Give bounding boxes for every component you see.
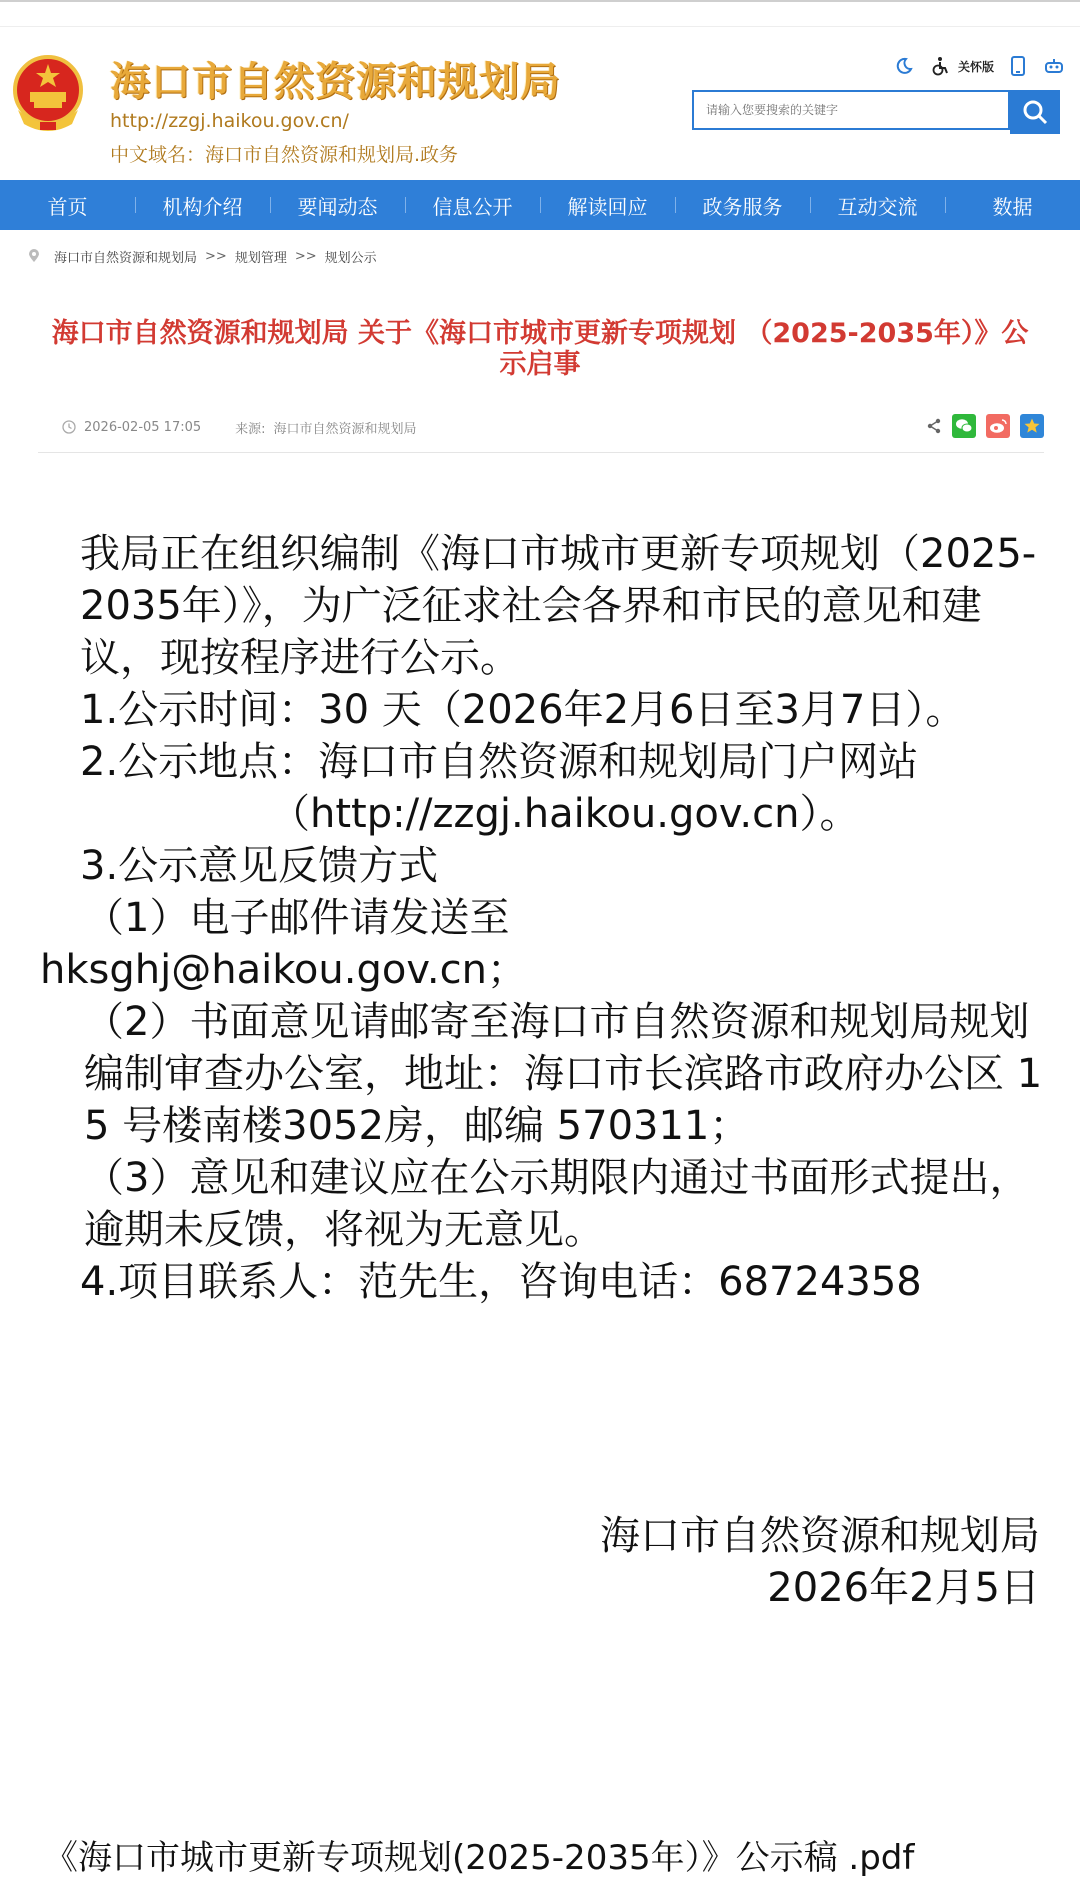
robot-icon[interactable] <box>1042 54 1066 78</box>
moon-icon[interactable] <box>892 54 916 78</box>
paragraph-period: 1.公示时间：30 天（2026年2月6日至3月7日）。 <box>80 687 966 733</box>
header-tools <box>892 54 1066 78</box>
source-label: 来源: <box>235 421 266 437</box>
portal-url-link[interactable]: （http://zzgj.haikou.gov.cn）。 <box>270 791 860 837</box>
paragraph-contact: 4.项目联系人：范先生，咨询电话：68724358 <box>80 1259 922 1305</box>
paragraph-intro: 我局正在组织编制《海口市城市更新专项规划（2025-2035年）》，为广泛征求社会各界和市民的意见和建议，现按程序进行公示。 <box>80 531 1037 681</box>
paragraph-location: 2.公示地点：海口市自然资源和规划局门户网站 <box>80 739 919 785</box>
signature-date: 2026年2月5日 <box>767 1565 1040 1611</box>
chinese-domain-name: 中文域名：海口市自然资源和规划局.政务 <box>110 144 459 166</box>
paragraph-feedback-deadline: （3）意见和建议应在公示期限内通过书面形式提出，逾期未反馈，将视为无意见。 <box>84 1155 1030 1253</box>
location-pin-icon <box>28 249 40 263</box>
mobile-icon[interactable] <box>1006 54 1030 78</box>
attachment-link[interactable]: 《海口市城市更新专项规划(2025-2035年）》公示稿 .pdf <box>44 1838 915 1878</box>
national-emblem-icon <box>10 52 86 134</box>
search-box <box>692 90 1060 134</box>
care-mode-label[interactable]: 关怀版 <box>957 59 994 74</box>
main-nav <box>0 180 1080 230</box>
breadcrumb-item-planning-notice[interactable]: 规划公示 <box>324 250 377 266</box>
nav-item-interpretation[interactable]: 解读回应 <box>540 180 675 230</box>
accessibility-icon[interactable] <box>928 54 952 78</box>
nav-item-services[interactable]: 政务服务 <box>675 180 810 230</box>
share-bar <box>926 414 1044 438</box>
favorite-icon[interactable] <box>1020 414 1044 438</box>
nav-item-home[interactable]: 首页 <box>47 194 88 219</box>
top-border <box>0 0 1080 2</box>
share-icon[interactable] <box>926 418 942 434</box>
nav-item-data[interactable]: 数据 <box>945 180 1080 230</box>
publish-date: 2026-02-05 17:05 <box>84 419 202 435</box>
article-title: 海口市自然资源和规划局 关于《海口市城市更新专项规划 （2025-2035年）》公示启事 <box>51 318 1029 380</box>
paragraph-feedback-heading: 3.公示意见反馈方式 <box>80 843 439 889</box>
site-url[interactable]: http://zzgj.haikou.gov.cn/ <box>110 110 349 132</box>
search-input[interactable] <box>692 90 1010 130</box>
paragraph-feedback-mail: （2）书面意见请邮寄至海口市自然资源和规划局规划编制审查办公室，地址：海口市长滨路市政府办公区 15 号楼南楼3052房，邮编 570311； <box>84 999 1043 1149</box>
paragraph-feedback-email: （1）电子邮件请发送至 <box>84 895 510 941</box>
clock-icon <box>62 420 76 434</box>
signature <box>600 1510 1040 1614</box>
breadcrumb-separator: >> <box>294 248 317 264</box>
nav-item-disclosure[interactable]: 信息公开 <box>405 180 540 230</box>
breadcrumb-item-home[interactable]: 海口市自然资源和规划局 <box>54 250 198 266</box>
nav-item-about[interactable]: 机构介绍 <box>135 180 270 230</box>
signature-organization: 海口市自然资源和规划局 <box>600 1513 1040 1559</box>
breadcrumb <box>28 246 377 266</box>
search-button[interactable] <box>1010 90 1060 134</box>
source-name: 海口市自然资源和规划局 <box>273 421 417 437</box>
top-border-secondary <box>0 26 1080 27</box>
weibo-icon[interactable] <box>986 414 1010 438</box>
wechat-icon[interactable] <box>952 414 976 438</box>
feedback-email-link[interactable]: hksghj@haikou.gov.cn； <box>40 947 527 993</box>
nav-item-news[interactable]: 要闻动态 <box>270 180 405 230</box>
site-title[interactable]: 海口市自然资源和规划局 <box>110 59 561 105</box>
breadcrumb-item-planning-management[interactable]: 规划管理 <box>234 250 287 266</box>
search-icon <box>1022 99 1048 125</box>
article-body <box>40 528 1050 1308</box>
meta-divider <box>38 452 1044 453</box>
nav-item-interaction[interactable]: 互动交流 <box>810 180 945 230</box>
breadcrumb-separator: >> <box>205 248 227 264</box>
article-meta <box>62 416 417 438</box>
